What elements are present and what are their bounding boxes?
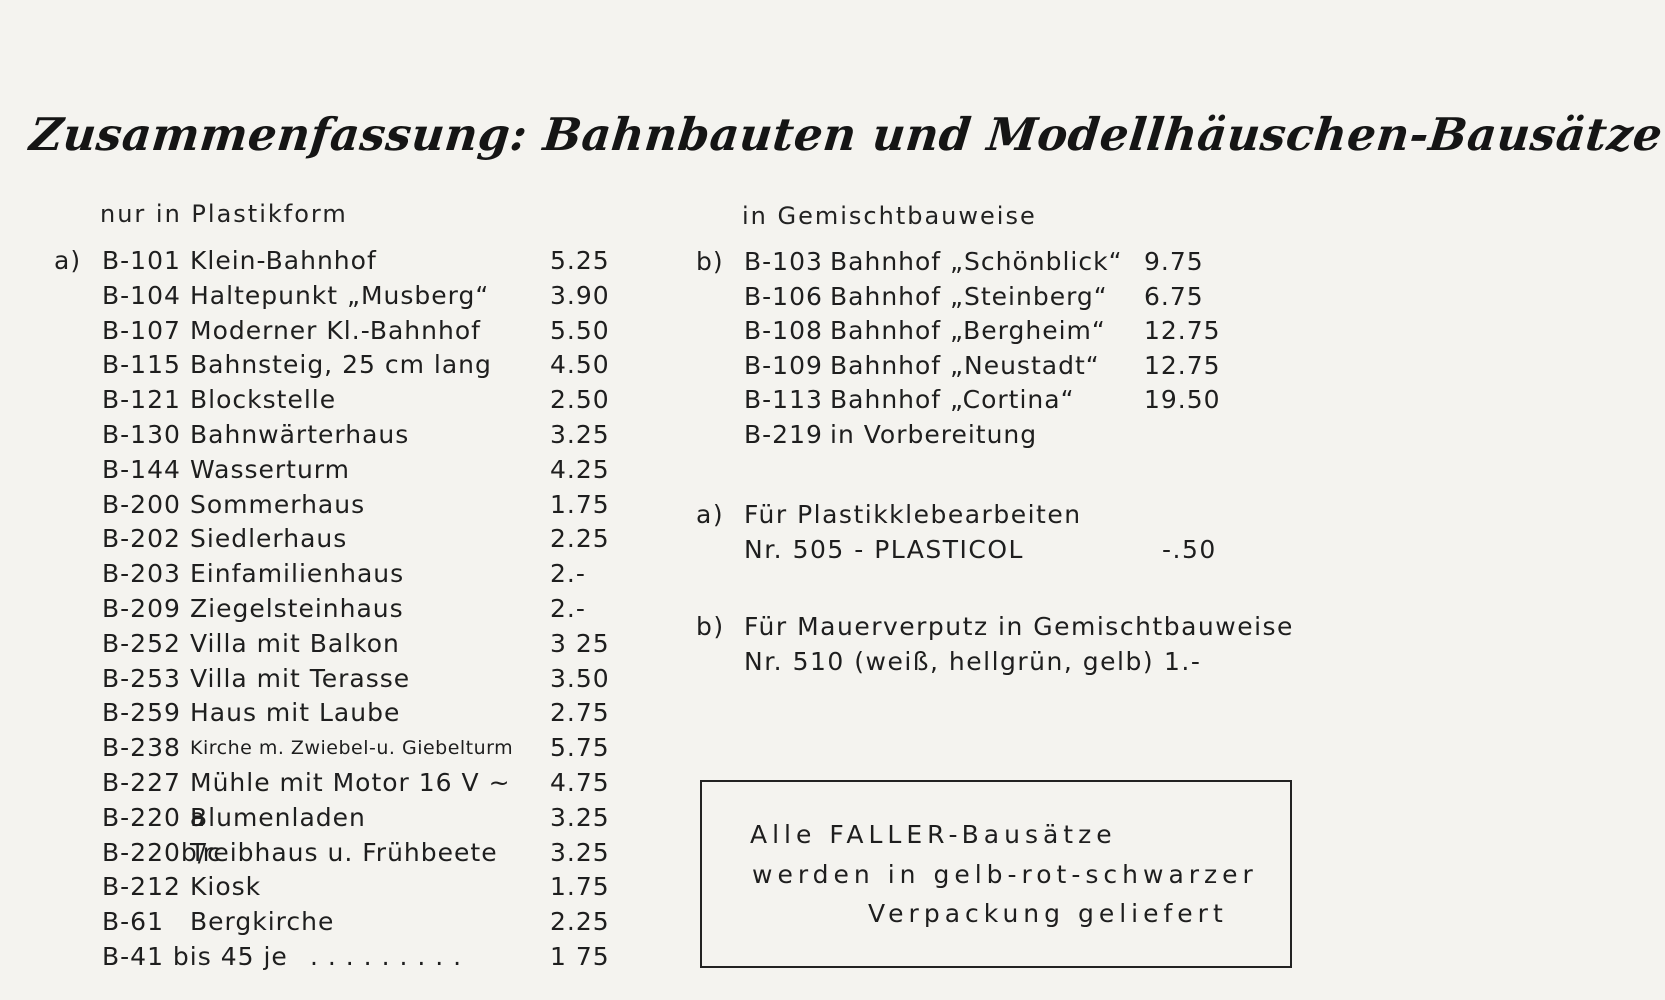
item-code: B-107 [102,315,181,345]
item-code: B-238 [102,733,181,763]
right-column-heading: in Gemischtbauweise [742,202,1037,230]
list-item [54,905,614,939]
item-name: Kirche m. Zwiebel-u. Giebelturm [190,737,514,760]
item-price: 3.25 [550,802,610,832]
item-price: 5.50 [550,315,610,345]
list-item [54,383,614,417]
note-b-line2: Nr. 510 (weiß, hellgrün, gelb) [744,647,1155,676]
list-item [696,245,1286,279]
item-name: . . . . . . . . . [310,942,463,971]
item-price: 12.75 [1144,316,1221,346]
item-name: Bergkirche [190,907,335,937]
item-name: Blockstelle [190,385,337,415]
note-a-price: -.50 [1162,535,1217,564]
item-code: B-203 [102,559,181,589]
item-price: 4.50 [550,350,610,380]
item-name: Bahnhof „Neustadt“ [830,350,1100,380]
item-code: B-202 [102,524,181,554]
item-price: 2.- [550,594,586,623]
list-item [696,418,1286,452]
list-item [696,349,1286,383]
item-price: 5.25 [550,246,610,275]
item-code: B-61 [102,907,164,937]
note-a-marker: a) [696,500,725,529]
list-item [696,383,1286,417]
list-item [54,279,614,313]
item-code: B-227 [102,768,181,797]
item-name: Moderner Kl.-Bahnhof [190,315,481,345]
item-code: B-219 [744,420,823,449]
item-price: 4.75 [550,768,610,797]
item-name: Blumenladen [190,802,366,832]
item-name: Villa mit Terasse [190,663,411,693]
item-code: B-106 [744,281,823,311]
item-price: 2.- [550,559,586,589]
list-item [54,662,614,696]
item-price: 3 25 [550,628,610,658]
item-code: B-104 [102,280,181,310]
item-name: Bahnhof „Schönblick“ [830,247,1123,276]
item-code: B-115 [102,350,181,380]
item-name: Haus mit Laube [190,698,401,728]
item-price: 5.75 [550,733,610,763]
item-code: B-212 [102,872,181,902]
note-b-price: 1.- [1164,647,1202,676]
list-item [54,696,614,730]
note-a-line1: Für Plastikklebearbeiten [744,500,1082,529]
item-name: Sommerhaus [190,489,366,519]
list-item [54,418,614,452]
item-name: Bahnsteig, 25 cm lang [190,350,492,380]
item-price: 6.75 [1144,281,1204,311]
item-price: 3.90 [550,280,610,310]
item-code: B-109 [744,350,823,380]
note-b-marker: b) [696,612,725,641]
item-price: 4.25 [550,454,610,484]
item-name: Ziegelsteinhaus [190,594,404,623]
item-code: B-259 [102,698,181,728]
left-column-heading: nur in Plastikform [100,200,348,228]
item-name: Bahnhof „Steinberg“ [830,281,1108,311]
item-price: 3.50 [550,663,610,693]
item-price: 1.75 [550,489,610,519]
item-code: B-253 [102,663,181,693]
list-item [696,280,1286,314]
list-item [54,870,614,904]
section-marker: b) [696,247,724,276]
item-code: B-200 [102,489,181,519]
list-item [54,940,614,974]
item-code: B-101 [102,246,181,275]
item-name: Mühle mit Motor 16 V ~ [190,768,511,797]
packaging-notice-box [700,780,1292,968]
list-item [54,731,614,765]
list-item [54,488,614,522]
item-name: Bahnhof „Bergheim“ [830,316,1106,346]
list-item [54,348,614,382]
item-name: Wasserturm [190,454,350,484]
packaging-notice-line-3: Verpackung geliefert [868,899,1228,928]
item-name: Bahnhof „Cortina“ [830,385,1075,415]
item-price: 12.75 [1144,350,1221,380]
list-item [54,244,614,278]
item-code: B-220 a [102,802,207,832]
item-code: B-108 [744,316,823,346]
item-price: 2.75 [550,698,610,728]
item-price: 1 75 [550,942,610,971]
list-item [54,453,614,487]
section-marker: a) [54,246,82,275]
list-item [54,766,614,800]
item-name: Villa mit Balkon [190,628,400,658]
list-item [54,314,614,348]
item-name: Siedlerhaus [190,524,348,554]
item-code: B-144 [102,454,181,484]
item-code: B-41 bis 45 je [102,942,288,971]
note-b-line1: Für Mauerverputz in Gemischtbauweise [744,612,1294,641]
item-name: Bahnwärterhaus [190,420,410,449]
item-code: B-113 [744,385,823,415]
item-price: 2.50 [550,385,610,415]
list-item [54,557,614,591]
item-price: 1.75 [550,872,610,902]
item-name: Klein-Bahnhof [190,246,377,275]
item-name: Haltepunkt „Musberg“ [190,280,490,310]
item-name: Einfamilienhaus [190,559,405,589]
item-code: B-130 [102,420,181,449]
item-name: Treibhaus u. Frühbeete [190,837,498,867]
item-price: 3.25 [550,837,610,867]
item-code: B-121 [102,385,181,415]
item-code: B-103 [744,247,823,276]
page-title: Zusammenfassung: Bahnbauten und Modellhäuschen-Bausätze [27,108,1665,161]
list-item [54,801,614,835]
list-item [54,627,614,661]
note-a-line2: Nr. 505 - PLASTICOL [744,535,1024,564]
packaging-notice-line-1: Alle FALLER-Bausätze [750,820,1117,849]
list-item [54,522,614,556]
packaging-notice-line-2: werden in gelb-rot-schwarzer [752,860,1258,889]
item-price: 2.25 [550,524,610,554]
item-price: 2.25 [550,907,610,937]
item-name: Kiosk [190,872,262,902]
item-price: 9.75 [1144,247,1204,276]
list-item [54,592,614,626]
item-price: 3.25 [550,420,610,449]
item-name: in Vorbereitung [830,420,1038,449]
list-item [696,314,1286,348]
list-item [54,836,614,870]
item-code: B-220b/c [102,837,222,867]
item-code: B-252 [102,628,181,658]
item-code: B-209 [102,594,181,623]
item-price: 19.50 [1144,385,1221,415]
